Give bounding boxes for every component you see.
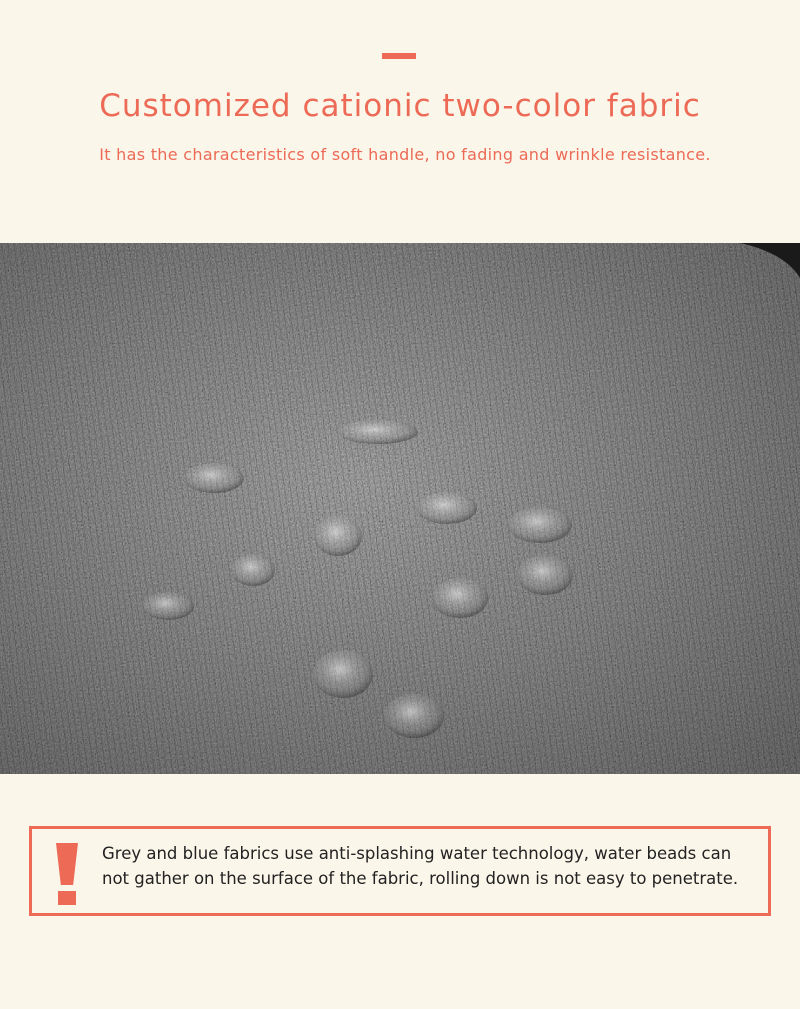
notice-text: Grey and blue fabrics use anti-splashing water technology, water beads can not gather on the surface of the fabric, rolling down is not easy to penetrate.: [102, 844, 739, 888]
exclamation-icon: [54, 843, 80, 905]
title-accent-bar: [382, 53, 416, 59]
notice-box: [29, 826, 771, 916]
page-subtitle: It has the characteristics of soft handle, no fading and wrinkle resistance.: [99, 145, 711, 164]
fabric-photo: [0, 243, 800, 774]
page-title: Customized cationic two-color fabric: [99, 88, 701, 124]
